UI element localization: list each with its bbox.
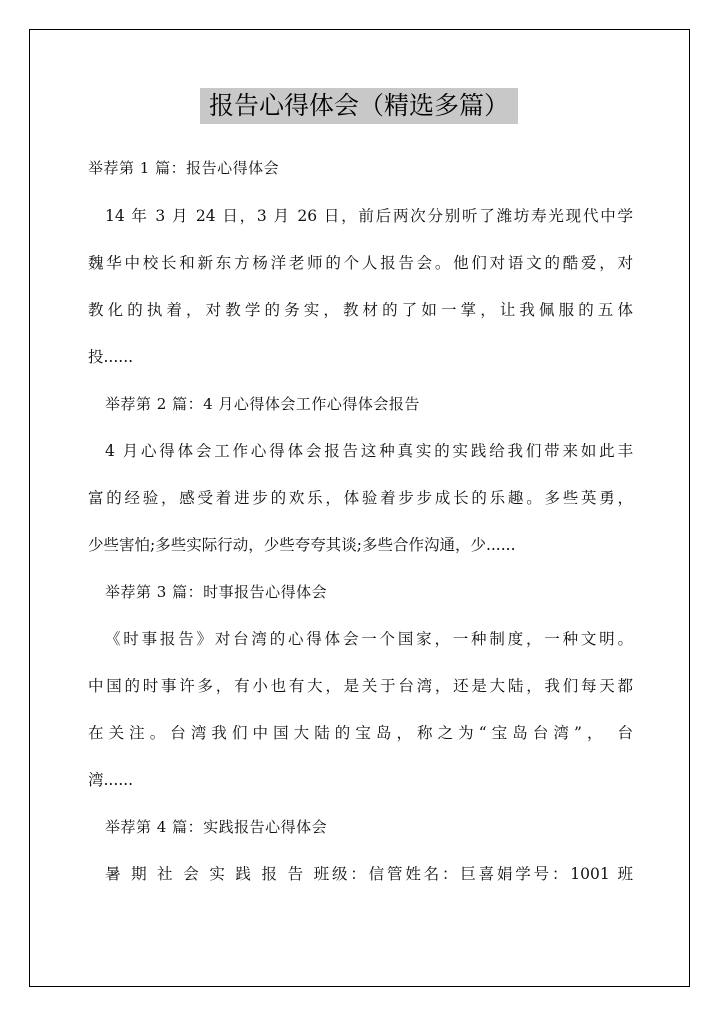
section-heading-2: 举荐第 2 篇：4 月心得体会工作心得体会报告 — [105, 395, 420, 413]
paragraph-line: 暑 期 社 会 实 践 报 告 班级：信管姓名：巨喜娟学号：1001 班 — [105, 865, 633, 883]
paragraph-line: 在关注。台湾我们中国大陆的宝岛，称之为“宝岛台湾”， 台 — [88, 724, 633, 742]
paragraph-line: 投...... — [88, 348, 134, 366]
document-title: 报告心得体会（精选多篇） — [200, 88, 518, 124]
paragraph-line: 富的经验，感受着进步的欢乐，体验着步步成长的乐趣。多些英勇， — [88, 489, 633, 507]
paragraph-line: 《时事报告》对台湾的心得体会一个国家，一种制度，一种文明。 — [105, 630, 633, 648]
paragraph-line: 少些害怕;多些实际行动，少些夸夸其谈;多些合作沟通，少...... — [88, 536, 516, 554]
paragraph-line: 中国的时事许多，有小也有大，是关于台湾，还是大陆，我们每天都 — [88, 677, 633, 695]
section-heading-3: 举荐第 3 篇：时事报告心得体会 — [105, 583, 328, 601]
paragraph-line: 湾...... — [88, 771, 134, 789]
section-heading-4: 举荐第 4 篇：实践报告心得体会 — [105, 818, 328, 836]
paragraph-line: 14 年 3 月 24 日，3 月 26 日，前后两次分别听了潍坊寿光现代中学 — [105, 207, 633, 225]
paragraph-line: 魏华中校长和新东方杨洋老师的个人报告会。他们对语文的酷爱，对 — [88, 254, 633, 272]
section-heading-1: 举荐第 1 篇：报告心得体会 — [88, 159, 280, 177]
paragraph-line: 教化的执着，对教学的务实，教材的了如一掌，让我佩服的五体 — [88, 301, 633, 319]
paragraph-line: 4 月心得体会工作心得体会报告这种真实的实践给我们带来如此丰 — [105, 442, 633, 460]
